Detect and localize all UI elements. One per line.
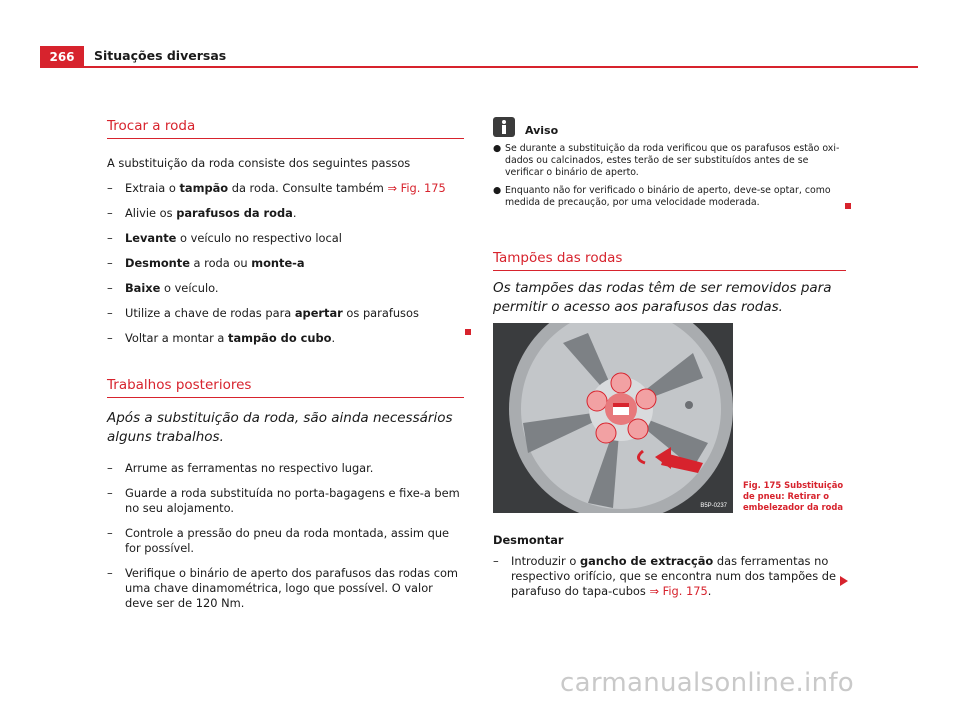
- figure-caption: Fig. 175 Substituição de pneu: Retirar o embelezador da roda: [743, 480, 844, 512]
- section-title-trabalhos: Trabalhos posteriores: [107, 377, 464, 398]
- step-item: – Utilize a chave de rodas para apertar os parafusos: [107, 306, 419, 320]
- section-lead: Após a substituição da roda, são ainda necessários alguns trabalhos.: [107, 410, 453, 445]
- step-item: – Levante o veículo no respectivo local: [107, 231, 342, 245]
- aviso-title: Aviso: [525, 124, 559, 137]
- watermark: carmanualsonline.info: [560, 668, 855, 698]
- chapter-title: Situações diversas: [94, 48, 227, 63]
- step-item: – Introduzir o gancho de extracção das ferramentas no respectivo orifício, que se encontra num dos tampões de parafuso do tapa-cubos ⇒ Fig. 175.: [493, 554, 836, 598]
- end-marker-icon: [845, 203, 851, 209]
- step-item: – Verifique o binário de aperto dos parafusos das rodas com uma chave dinamométrica, logo que possível. O valor deve ser de 120 Nm.: [107, 566, 459, 610]
- step-item: – Desmonte a roda ou monte-a: [107, 256, 305, 270]
- page-number: 266: [40, 46, 84, 68]
- fig-link[interactable]: ⇒ Fig. 175: [649, 584, 708, 598]
- subheading-desmontar: Desmontar: [493, 533, 564, 547]
- section-title-tampoes: Tampões das rodas: [493, 250, 846, 271]
- triangle-right-icon: [840, 576, 848, 586]
- wheel-figure: [493, 323, 733, 513]
- step-item: – Extraia o tampão da roda. Consulte também ⇒ Fig. 175: [107, 181, 446, 195]
- aviso-bullet: ● Enquanto não for verificado o binário de aperto, deve-se optar, como medida de precaução, por uma velocidade moderada.: [493, 185, 831, 208]
- header-rule: [84, 66, 918, 68]
- step-item: – Arrume as ferramentas no respectivo lugar.: [107, 461, 374, 475]
- info-icon: [493, 117, 515, 137]
- aviso-bullet: ● Se durante a substituição da roda verificou que os parafusos estão oxidados ou calcinados, estes terão de ser substituídos antes de se verificar o binário de aperto.: [493, 143, 840, 178]
- desmontar-block: [493, 529, 846, 599]
- aviso-box: [493, 117, 845, 209]
- right-column-section3: [493, 250, 846, 317]
- step-item: – Guarde a roda substituída no porta-bagagens e fixe-a bem no seu alojamento.: [107, 486, 460, 515]
- section-lead: Os tampões das rodas têm de ser removidos para permitir o acesso aos parafusos das rodas.: [493, 280, 832, 315]
- end-marker-icon: [465, 329, 471, 335]
- section-intro: A substituição da roda consiste dos seguintes passos: [107, 156, 411, 170]
- left-column: [107, 118, 464, 346]
- step-item: – Baixe o veículo.: [107, 281, 219, 295]
- fig-link[interactable]: ⇒ Fig. 175: [387, 181, 446, 195]
- step-item: – Voltar a montar a tampão do cubo.: [107, 331, 336, 345]
- step-item: – Alivie os parafusos da roda.: [107, 206, 297, 220]
- section-title-trocar: Trocar a roda: [107, 118, 464, 139]
- figure-code: B5P-0237: [700, 503, 727, 509]
- left-column-section2: [107, 377, 464, 611]
- step-item: – Controle a pressão do pneu da roda montada, assim que for possível.: [107, 526, 450, 555]
